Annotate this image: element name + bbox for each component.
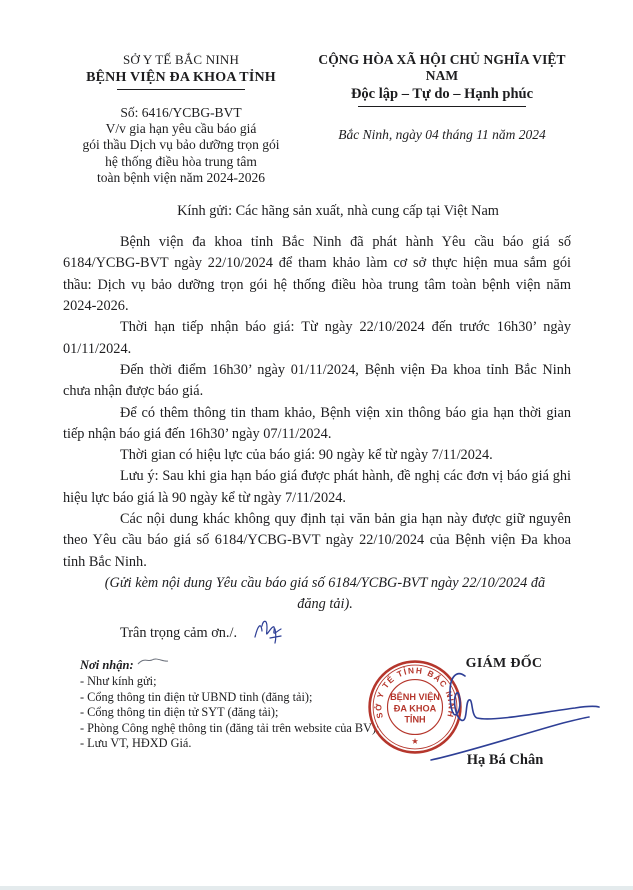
salutation: Kính gửi: Các hãng sản xuất, nhà cung cấp tại Việt Nam: [177, 203, 499, 220]
national-header-block: [299, 52, 571, 186]
recipient-item: - Lưu VT, HĐXD Giá.: [80, 736, 192, 751]
signature-block: [355, 656, 585, 768]
recipient-item: - Cổng thông tin điện tử SYT (đăng tải);: [80, 705, 279, 720]
document-number: Số: 6416/YCBG-BVT: [120, 105, 242, 120]
org-name: BỆNH VIỆN ĐA KHOA TỈNH: [86, 70, 276, 85]
subject-line: hệ thống điều hòa trung tâm: [105, 153, 257, 169]
paragraph: Bệnh viện đa khoa tỉnh Bắc Ninh đã phát hành Yêu cầu báo giá số 6184/YCBG-BVT ngày 22/10/2024 để tham khảo làm cơ sở thực hiện mua sắm gói thầu: Dịch vụ bảo dưỡng trọn gói hệ thống điều hòa trung tâm toàn bệnh viện năm 2024-2026.: [63, 234, 571, 315]
recipient-item: - Cổng thông tin điện tử UBND tỉnh (đăng tải);: [80, 689, 313, 704]
signer-title: GIÁM ĐỐC: [465, 656, 543, 671]
page-edge: [0, 886, 633, 890]
recipients-label: Nơi nhận:: [80, 658, 134, 672]
recipient-item: - Như kính gửi;: [80, 674, 157, 688]
issuing-org-block: [63, 52, 299, 186]
paragraph: Thời hạn tiếp nhận báo giá: Từ ngày 22/10/2024 đến trước 16h30’ ngày 01/11/2024.: [63, 319, 571, 357]
stamp-center-line: BỆNH VIỆN: [390, 692, 440, 703]
stamp-star-icon: ★: [411, 738, 419, 746]
paragraph: Để có thêm thông tin tham khảo, Bệnh viện xin thông báo gia hạn thời gian tiếp nhận báo giá đến 16h30’ ngày 07/11/2024.: [63, 404, 571, 442]
paragraph: Các nội dung khác không quy định tại văn bản gia hạn này được giữ nguyên theo Yêu cầu báo giá số 6184/YCBG-BVT ngày 22/10/2024 của Bệnh viện Đa khoa tỉnh Bắc Ninh.: [63, 511, 571, 570]
place-date-line: Bắc Ninh, ngày 04 tháng 11 năm 2024: [338, 127, 546, 142]
subject-line: gói thầu Dịch vụ bảo dưỡng trọn gói: [82, 137, 280, 153]
stamp-center-line: ĐA KHOA: [393, 703, 437, 714]
paragraph: Đến thời điểm 16h30’ ngày 01/11/2024, Bệnh viện Đa khoa tỉnh Bắc Ninh chưa nhận được báo giá.: [63, 361, 571, 400]
closing-row: [63, 617, 571, 647]
pen-scribble-icon: [136, 656, 170, 668]
subject-line: toàn bệnh viện năm 2024-2026: [97, 169, 265, 185]
document-header: [63, 52, 571, 186]
org-underline: [117, 89, 245, 90]
signer-name: Hạ Bá Chân: [466, 752, 544, 768]
document-body: [63, 232, 571, 646]
paragraph: Lưu ý: Sau khi gia hạn báo giá được phát hành, đề nghị các đơn vị báo giá ghi hiệu lực báo giá là 90 ngày kể từ ngày 7/11/2024.: [63, 468, 571, 506]
stamp-center-line: TỈNH: [404, 714, 426, 725]
attachment-note: (Gửi kèm nội dung Yêu cầu báo giá số 6184/YCBG-BVT ngày 22/10/2024 đã đăng tải).: [104, 574, 546, 613]
motto-underline: [358, 106, 526, 107]
closing-text: Trân trọng cảm ơn./.: [120, 624, 238, 641]
national-title: CỘNG HÒA XÃ HỘI CHỦ NGHĨA VIỆT NAM: [318, 52, 566, 83]
recipients-block: [80, 656, 380, 752]
handwritten-initial-icon: [251, 617, 293, 647]
stamp-ring-text: SỞ Y TẾ TỈNH BẮC NINH: [373, 665, 457, 720]
recipient-item: - Phòng Công nghệ thông tin (đăng tải trên website của BV);: [80, 720, 380, 735]
parent-org-name: SỞ Y TẾ BẮC NINH: [122, 52, 240, 67]
paragraph: Thời gian có hiệu lực của báo giá: 90 ngày kể từ ngày 7/11/2024.: [120, 447, 493, 464]
national-motto: Độc lập – Tự do – Hạnh phúc: [350, 86, 534, 102]
subject-line: V/v gia hạn yêu cầu báo giá: [105, 121, 257, 136]
